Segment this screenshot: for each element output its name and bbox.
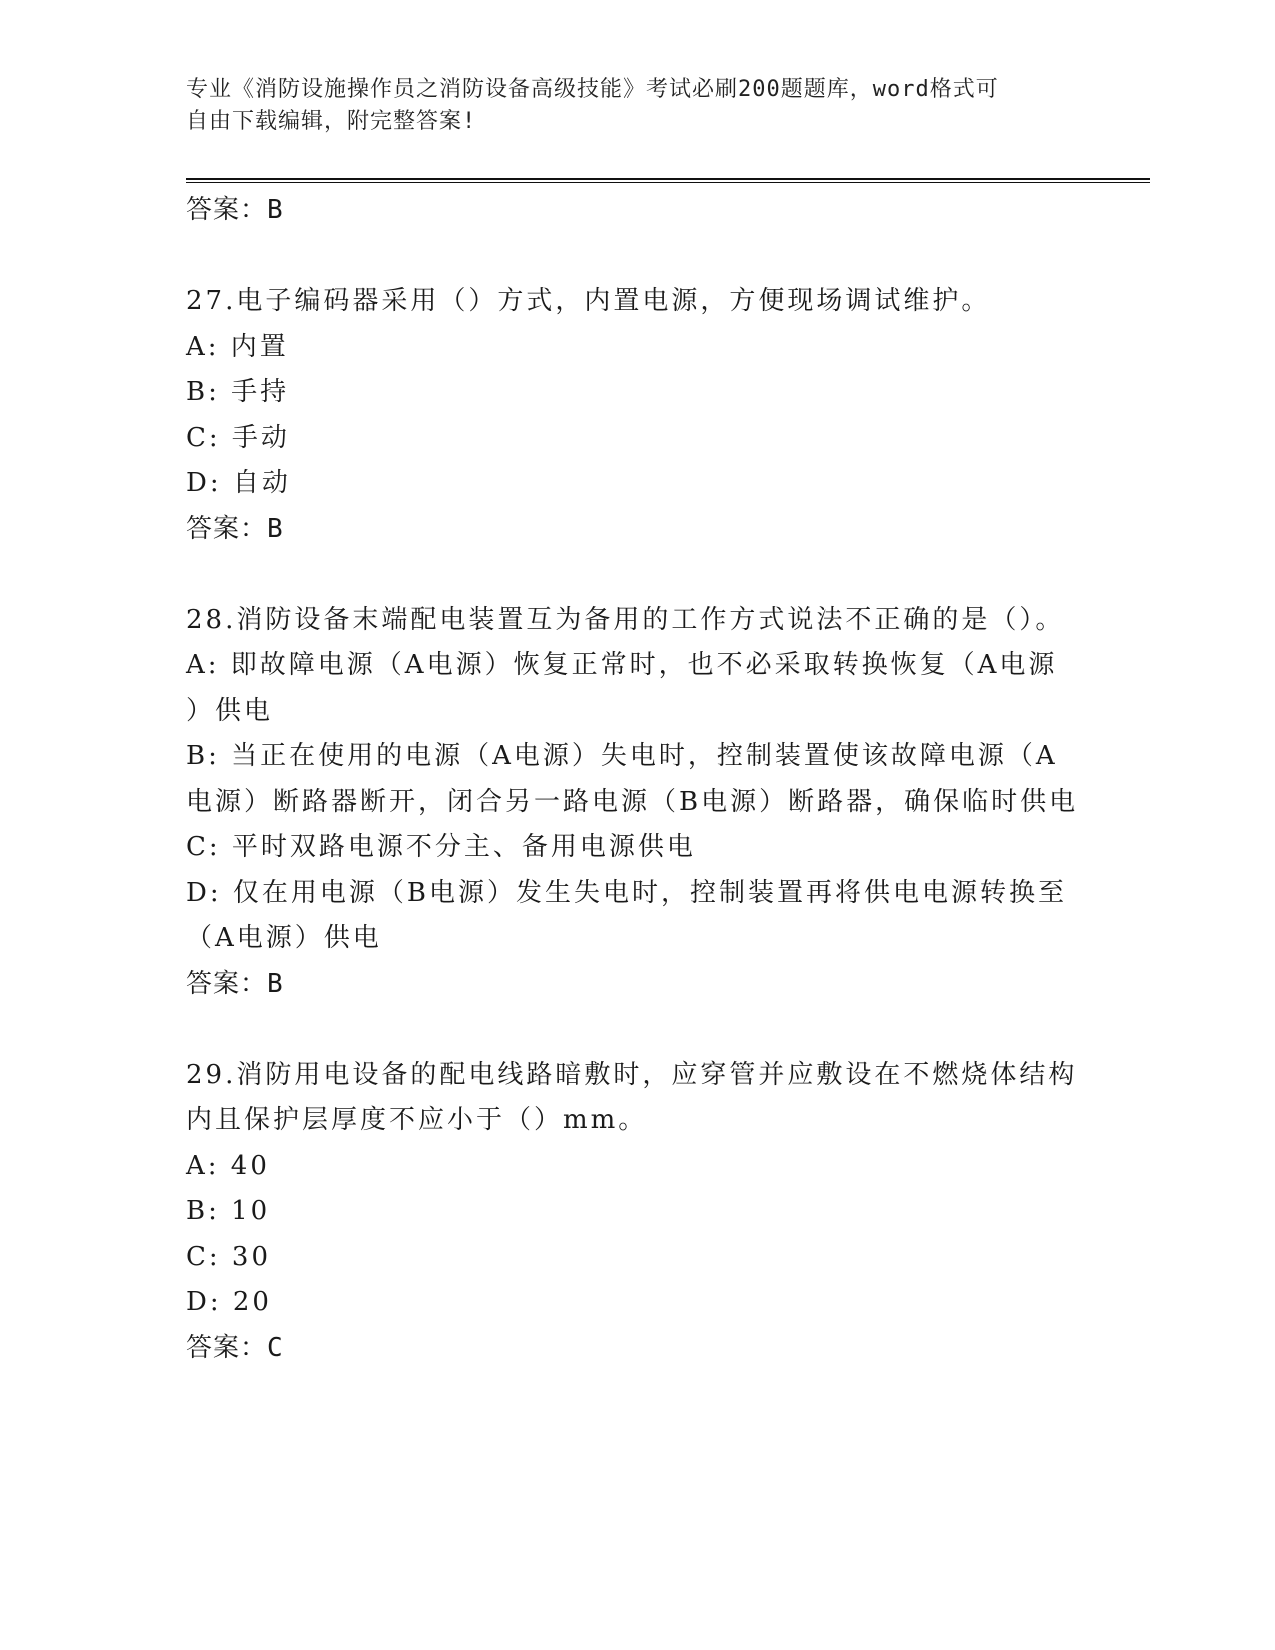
option-b: B: 10 xyxy=(186,1196,271,1226)
header-line-2: 自由下载编辑，附完整答案! xyxy=(186,109,477,134)
header-rule-thin xyxy=(186,182,1150,183)
option-b: B: 手持 xyxy=(186,377,290,407)
option-c: C: 手动 xyxy=(186,422,290,453)
question-stem: 29.消防用电设备的配电线路暗敷时，应穿管并应敷设在不燃烧体结构 xyxy=(186,1059,1078,1090)
option-d: D: 自动 xyxy=(186,468,291,498)
question-stem: 27.电子编码器采用（）方式，内置电源，方便现场调试维护。 xyxy=(186,286,991,316)
header-rule-thick xyxy=(186,178,1150,180)
answer-line: 答案：B xyxy=(186,195,284,225)
option-c: C: 30 xyxy=(186,1241,272,1272)
option-b: B: 当正在使用的电源（A电源）失电时，控制装置使该故障电源（A xyxy=(186,741,1058,771)
answer-line: 答案：B xyxy=(186,968,284,999)
spacer xyxy=(186,552,1086,598)
spacer xyxy=(186,234,1086,280)
answer-line: 答案：C xyxy=(186,1332,284,1363)
option-d: D: 20 xyxy=(186,1287,272,1317)
document-header xyxy=(186,74,1066,138)
question-stem-continued: 内且保护层厚度不应小于（）mm。 xyxy=(186,1105,648,1135)
question-block xyxy=(186,598,1086,1008)
option-d: D: 仅在用电源（B电源）发生失电时，控制装置再将供电电源转换至 xyxy=(186,877,1067,908)
option-a: A: 即故障电源（A电源）恢复正常时，也不必采取转换恢复（A电源 xyxy=(186,650,1058,680)
option-a: A: 内置 xyxy=(186,331,289,362)
spacer xyxy=(186,1007,1086,1053)
option-c: C: 平时双路电源不分主、备用电源供电 xyxy=(186,832,696,862)
header-line-1: 专业《消防设施操作员之消防设备高级技能》考试必刷200题题库，word格式可 xyxy=(186,77,999,102)
question-content xyxy=(186,188,1086,1371)
option-d-continued: （A电源）供电 xyxy=(186,923,382,953)
question-block xyxy=(186,1053,1086,1372)
option-a-continued: ）供电 xyxy=(186,695,274,726)
answer-line: 答案：B xyxy=(186,513,284,544)
question-block xyxy=(186,279,1086,552)
question-stem: 28.消防设备末端配电装置互为备用的工作方式说法不正确的是（）。 xyxy=(186,604,1065,635)
option-a: A: 40 xyxy=(186,1150,270,1181)
option-b-continued: 电源）断路器断开，闭合另一路电源（B电源）断路器，确保临时供电 xyxy=(186,786,1079,817)
